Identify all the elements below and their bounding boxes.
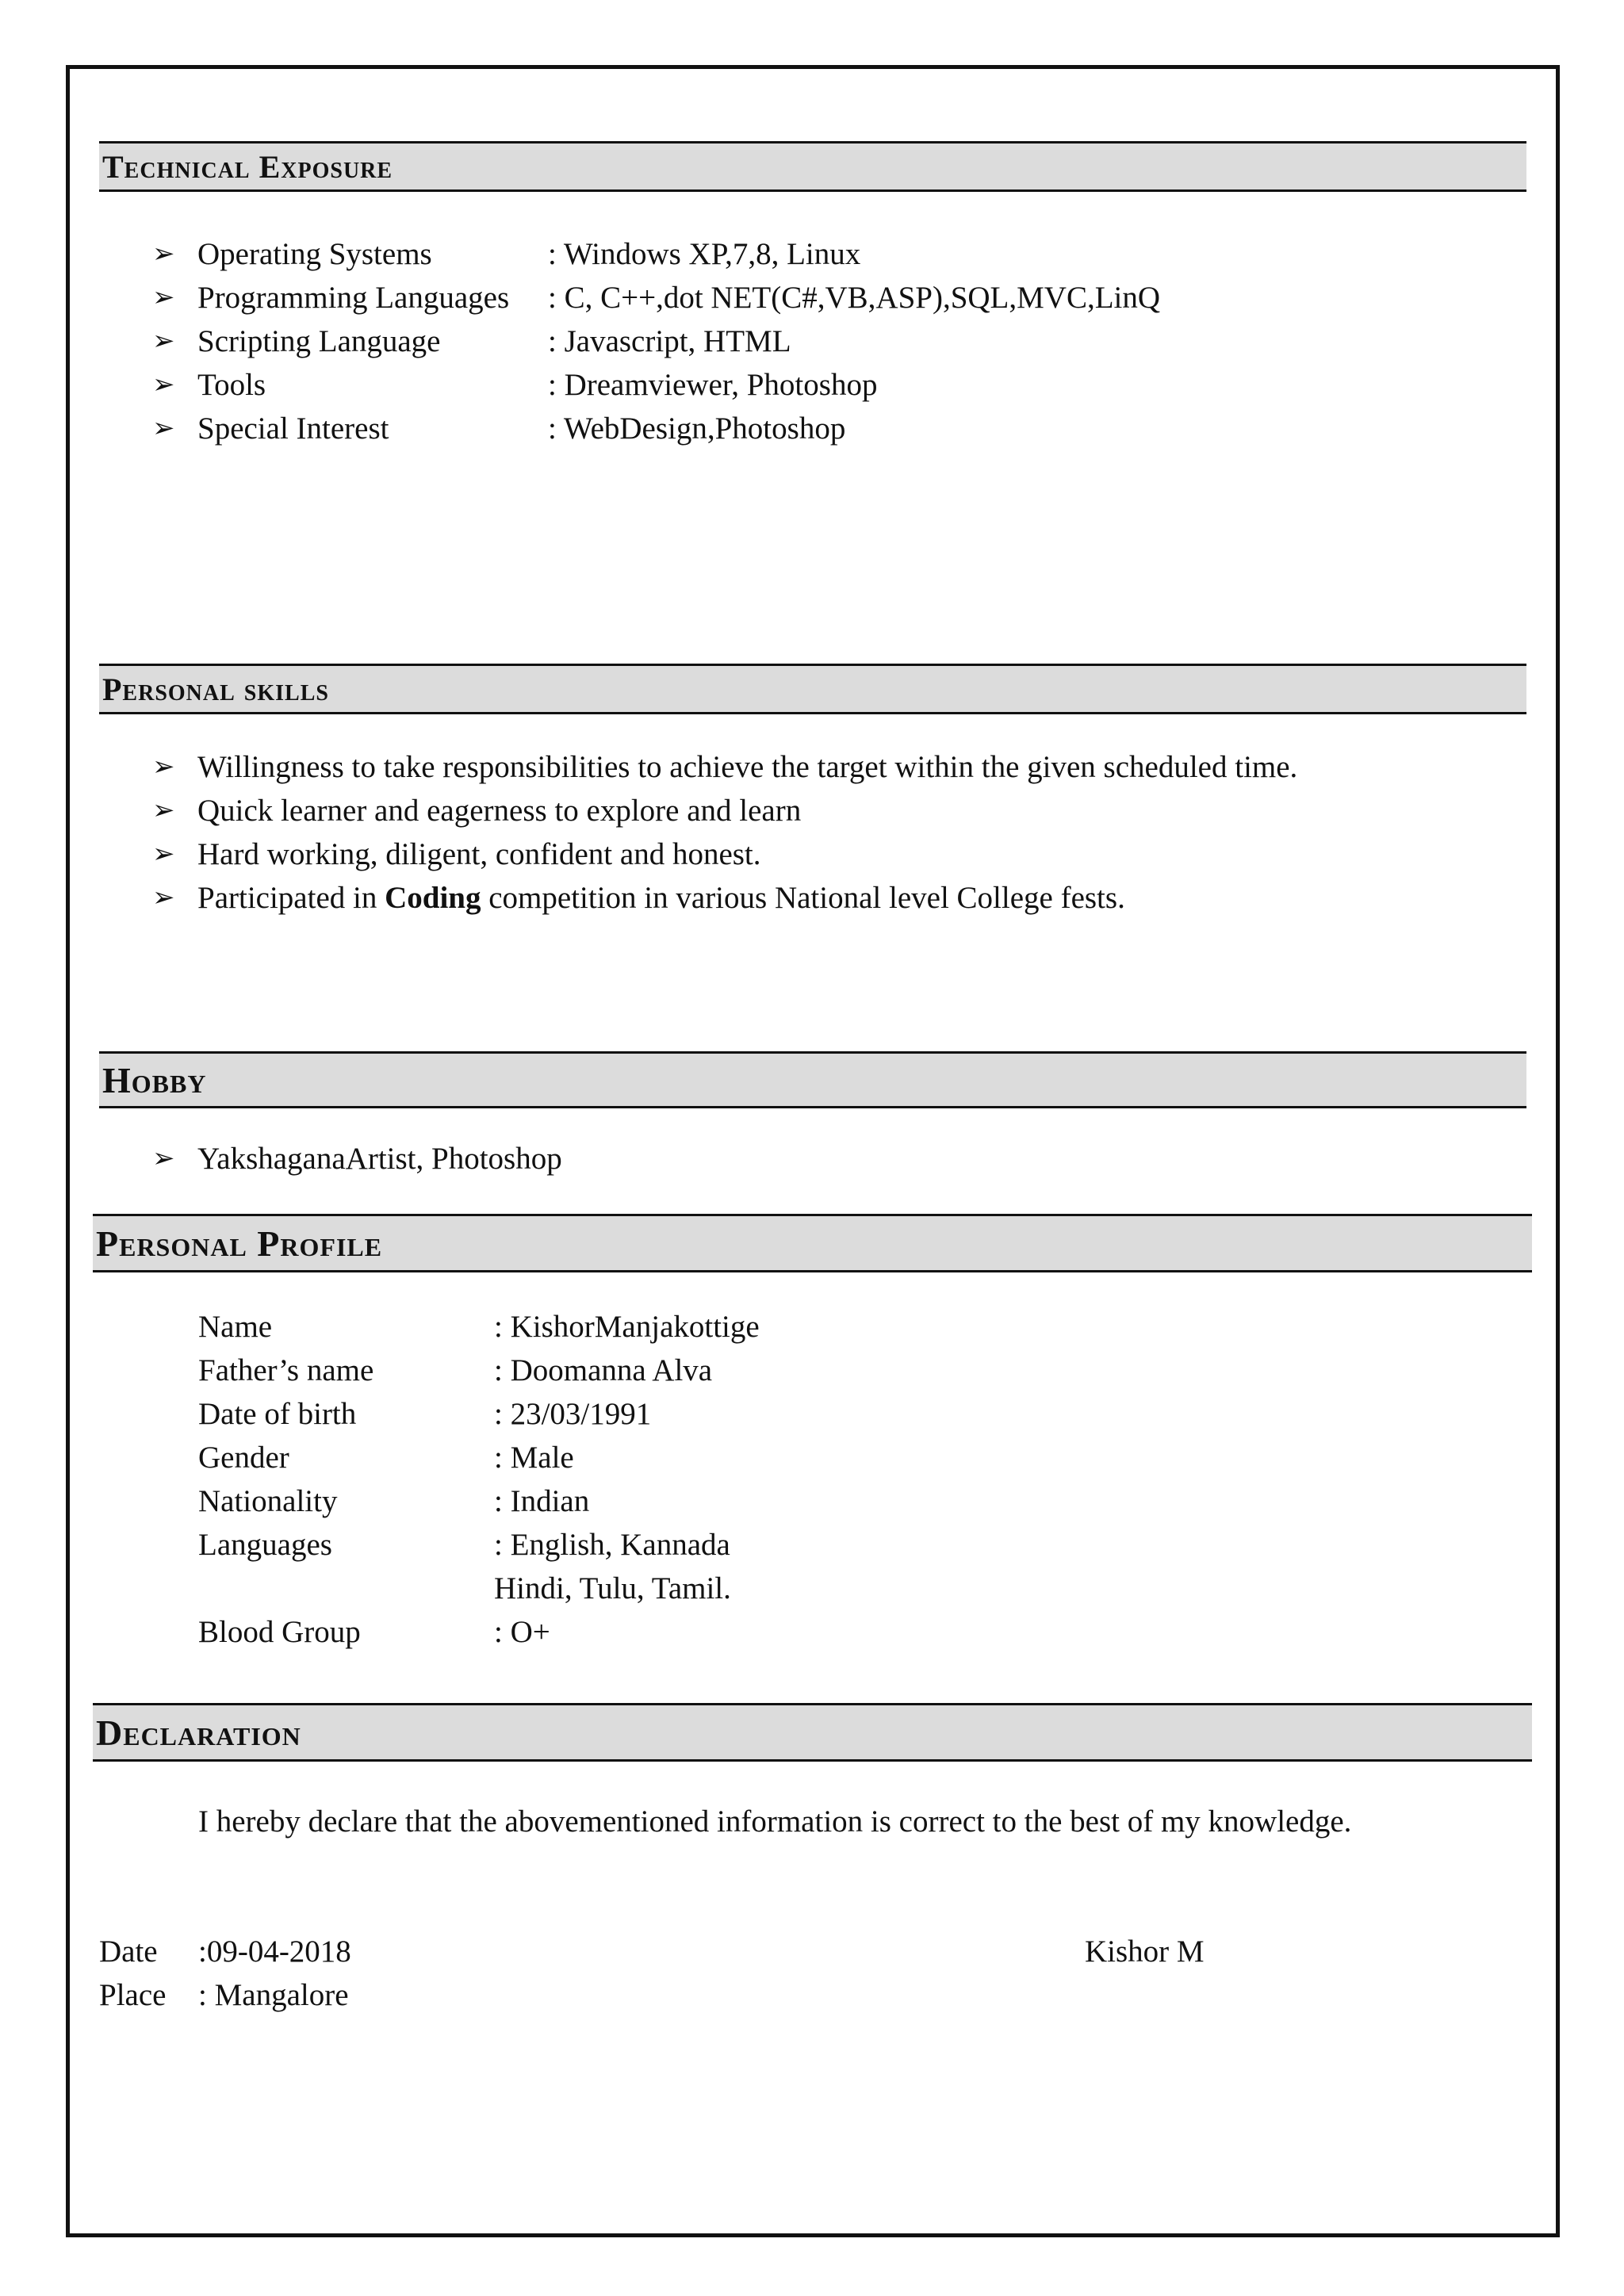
section-title: Hobby — [102, 1059, 207, 1100]
item-label: Special Interest — [197, 411, 389, 446]
profile-value: : Doomanna Alva — [494, 1353, 713, 1387]
date-label: Date — [99, 1934, 158, 1969]
profile-label: Languages — [198, 1528, 332, 1562]
signature-name: Kishor M — [1085, 1934, 1205, 1969]
section-header-personal-profile — [93, 1214, 1532, 1272]
item-label: Operating Systems — [197, 237, 432, 271]
arrow-bullet-icon: ➢ — [152, 838, 175, 870]
profile-value: Hindi, Tulu, Tamil. — [494, 1571, 731, 1605]
profile-label: Gender — [198, 1441, 289, 1475]
item-value: : Javascript, HTML — [548, 324, 791, 358]
section-header-declaration — [93, 1703, 1532, 1762]
item-text: Quick learner and eagerness to explore and learn — [197, 794, 802, 828]
arrow-bullet-icon: ➢ — [152, 238, 175, 270]
profile-label: Nationality — [198, 1484, 338, 1518]
footer-date — [99, 1930, 351, 1973]
arrow-bullet-icon: ➢ — [152, 751, 175, 783]
section-title: Technical Exposure — [102, 148, 393, 185]
item-text — [197, 876, 1125, 920]
section-header-hobby — [99, 1051, 1526, 1108]
place-label: Place — [99, 1978, 167, 2012]
item-label: Tools — [197, 368, 266, 402]
item-text-bold: Coding — [385, 881, 481, 915]
place-value: : Mangalore — [198, 1978, 349, 2012]
arrow-bullet-icon: ➢ — [152, 794, 175, 826]
item-text: Willingness to take responsibilities to achieve the target within the given scheduled time. — [197, 750, 1298, 784]
footer-place — [99, 1973, 349, 2017]
section-header-technical-exposure — [99, 141, 1526, 192]
profile-value: : O+ — [494, 1615, 550, 1649]
profile-label: Name — [198, 1310, 273, 1344]
arrow-bullet-icon: ➢ — [152, 369, 175, 400]
profile-label: Blood Group — [198, 1615, 361, 1649]
section-title: Personal Profile — [96, 1223, 383, 1264]
profile-label: Date of birth — [198, 1397, 357, 1431]
profile-label: Father’s name — [198, 1353, 374, 1387]
arrow-bullet-icon: ➢ — [152, 882, 175, 913]
section-header-personal-skills — [99, 664, 1526, 714]
item-label: Scripting Language — [197, 324, 441, 358]
date-value: :09-04-2018 — [198, 1934, 351, 1969]
arrow-bullet-icon: ➢ — [152, 281, 175, 313]
item-text-after: competition in various National level College fests. — [481, 881, 1125, 915]
item-text: YakshaganaArtist, Photoshop — [197, 1142, 562, 1176]
item-value: : C, C++,dot NET(C#,VB,ASP),SQL,MVC,LinQ — [548, 281, 1161, 315]
profile-value: : Male — [494, 1441, 574, 1475]
item-value: : Windows XP,7,8, Linux — [548, 237, 861, 271]
profile-value: : Indian — [494, 1484, 590, 1518]
arrow-bullet-icon: ➢ — [152, 1142, 175, 1174]
profile-value: : 23/03/1991 — [494, 1397, 652, 1431]
item-label: Programming Languages — [197, 281, 510, 315]
profile-value: : English, Kannada — [494, 1528, 730, 1562]
declaration-text: I hereby declare that the abovementioned information is correct to the best of my knowledge. — [198, 1804, 1352, 1839]
arrow-bullet-icon: ➢ — [152, 325, 175, 357]
item-value: : WebDesign,Photoshop — [548, 411, 846, 446]
section-title: Declaration — [96, 1712, 301, 1753]
item-text: Hard working, diligent, confident and honest. — [197, 837, 761, 871]
item-text-before: Participated in — [197, 881, 385, 915]
arrow-bullet-icon: ➢ — [152, 412, 175, 444]
profile-value: : KishorManjakottige — [494, 1310, 760, 1344]
item-value: : Dreamviewer, Photoshop — [548, 368, 878, 402]
section-title: Personal skills — [102, 671, 329, 707]
